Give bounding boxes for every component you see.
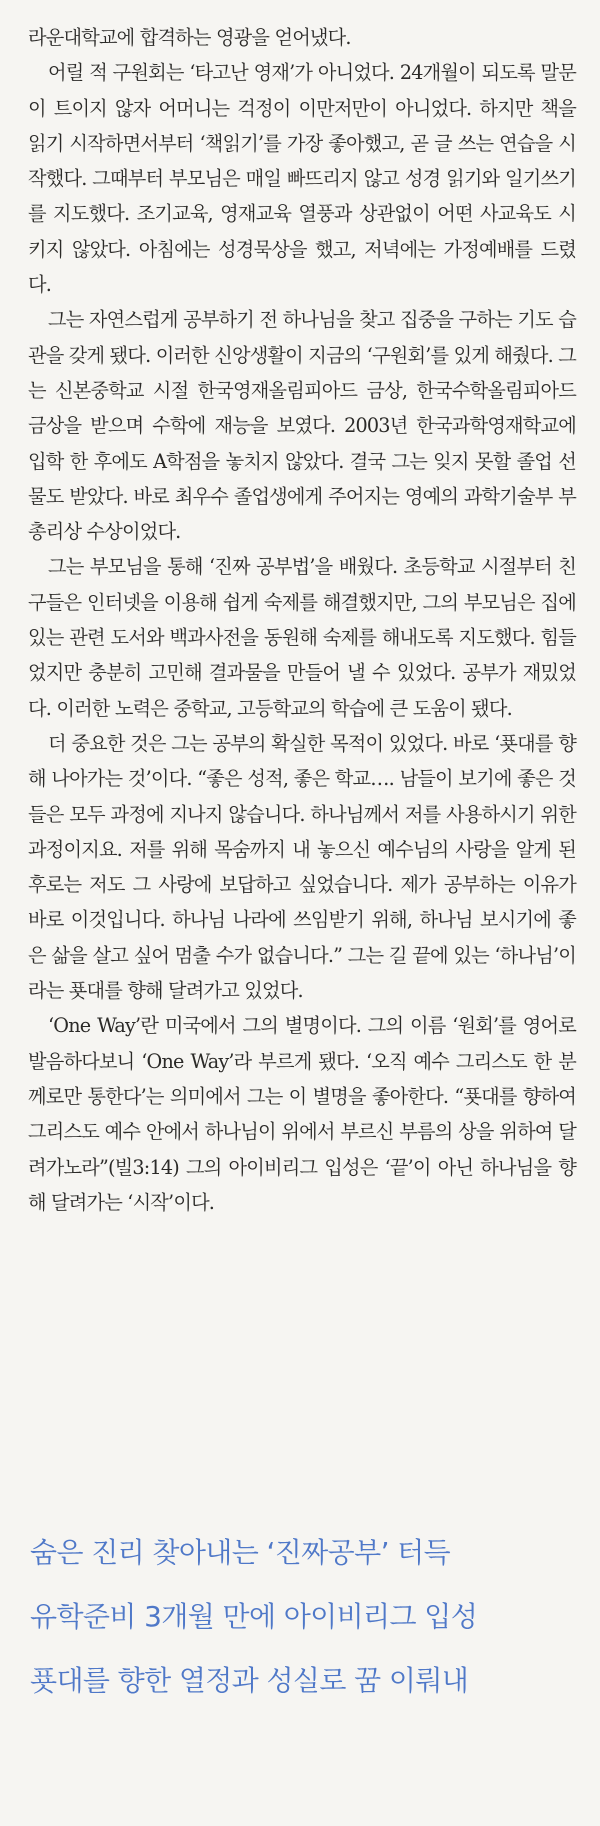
article-paragraph: 더 중요한 것은 그는 공부의 확실한 목적이 있었다. 바로 ‘푯대를 향해 나아가는 것’이다. “좋은 성적, 좋은 학교…. 남들이 보기에 좋은 것들은 모두 과정에 지나지 않습니다. 하나님께서 저를 사용하시기 위한 과정이지요. 저를 위해 목숨까지 내 놓으신 예수님의 사랑을 알게 된 후로는 저도 그 사랑에 보답하고 싶었습니다. 제가 공부하는 이유가 바로 이것입니다. 하나님 나라에 쓰임받기 위해, 하나님 보시기에 좋은 삶을 살고 싶어 멈출 수가 없습니다.” 그는 길 끝에 있는 ‘하나님’이라는 푯대를 향해 달려가고 있었다.: [28, 731, 576, 1003]
highlight-callouts: [30, 1537, 590, 1729]
article-paragraph: 그는 자연스럽게 공부하기 전 하나님을 찾고 집중을 구하는 기도 습관을 갖게 됐다. 이러한 신앙생활이 지금의 ‘구원회’를 있게 해줬다. 그는 신본중학교 시절 한국영재올림피아드 금상, 한국수학올림피아드 금상을 받으며 수학에 재능을 보였다. 2003년 한국과학영재학교에 입학 한 후에도 A학점을 놓치지 않았다. 결국 그는 잊지 못할 졸업 선물도 받았다. 바로 최우수 졸업생에게 주어지는 영예의 과학기술부 부총리상 수상이었다.: [28, 308, 576, 544]
article-paragraph: ‘One Way’란 미국에서 그의 별명이다. 그의 이름 ‘원회’를 영어로 발음하다보니 ‘One Way’라 부르게 됐다. ‘오직 예수 그리스도 한 분께로만 통한다’는 의미에서 그는 이 별명을 좋아한다. “푯대를 향하여 그리스도 예수 안에서 하나님이 위에서 부르신 부름의 상을 위하여 달려가노라”(빌3:14) 그의 아이비리그 입성은 ‘끝’이 아닌 하나님을 향해 달려가는 ‘시작’이다.: [28, 1014, 576, 1214]
highlight-line: 푯대를 향한 열정과 성실로 꿈 이뤄내: [30, 1664, 469, 1697]
article-body: [28, 20, 576, 1220]
highlight-line: 유학준비 3개월 만에 아이비리그 입성: [30, 1600, 478, 1633]
article-paragraph: 그는 부모님을 통해 ‘진짜 공부법’을 배웠다. 초등학교 시절부터 친구들은 인터넷을 이용해 쉽게 숙제를 해결했지만, 그의 부모님은 집에 있는 관련 도서와 백과사전을 동원해 숙제를 해내도록 지도했다. 힘들었지만 충분히 고민해 결과물을 만들어 낼 수 있었다. 공부가 재밌었다. 이러한 노력은 중학교, 고등학교의 학습에 큰 도움이 됐다.: [28, 555, 576, 720]
article-paragraph: 라운대학교에 합격하는 영광을 얻어냈다.: [28, 26, 351, 49]
article-paragraph: 어릴 적 구원회는 ‘타고난 영재’가 아니었다. 24개월이 되도록 말문이 트이지 않자 어머니는 걱정이 이만저만이 아니었다. 하지만 책을 읽기 시작하면서부터 ‘책읽기’를 가장 좋아했고, 곧 글 쓰는 연습을 시작했다. 그때부터 부모님은 매일 빠뜨리지 않고 성경 읽기와 일기쓰기를 지도했다. 조기교육, 영재교육 열풍과 상관없이 어떤 사교육도 시키지 않았다. 아침에는 성경묵상을 했고, 저녁에는 가정예배를 드렸다.: [28, 61, 576, 297]
highlight-line: 숨은 진리 찾아내는 ‘진짜공부’ 터득: [30, 1536, 451, 1569]
